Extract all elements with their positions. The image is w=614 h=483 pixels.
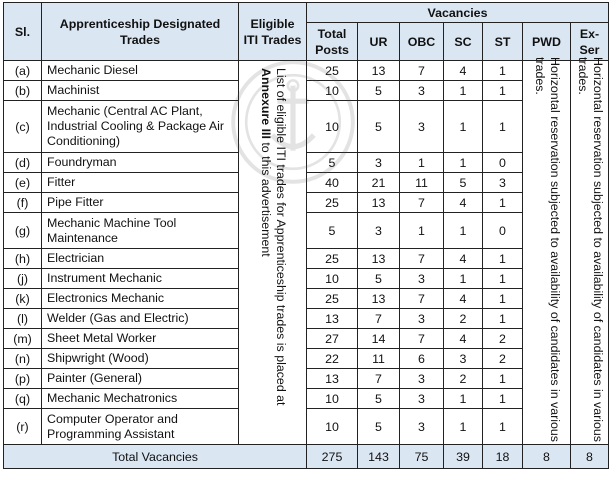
row-sc: 1	[444, 81, 483, 101]
row-sl: (q)	[4, 389, 42, 409]
row-trade: Machinist	[42, 81, 239, 101]
row-obc: 3	[400, 409, 444, 445]
row-trade: Instrument Mechanic	[42, 269, 239, 289]
row-st: 1	[483, 101, 523, 153]
row-ur: 14	[358, 329, 400, 349]
row-ur: 5	[358, 101, 400, 153]
row-ur: 11	[358, 349, 400, 369]
pwd-note-cell	[523, 56, 571, 445]
header-sc: SC	[444, 23, 483, 61]
row-st: 1	[483, 409, 523, 445]
row-st: 3	[483, 173, 523, 193]
row-obc: 3	[400, 81, 444, 101]
row-ur: 3	[358, 213, 400, 249]
row-obc: 3	[400, 101, 444, 153]
row-st: 1	[483, 269, 523, 289]
row-obc: 11	[400, 173, 444, 193]
row-obc: 6	[400, 349, 444, 369]
row-total: 13	[307, 369, 358, 389]
row-sc: 4	[444, 289, 483, 309]
row-trade: Welder (Gas and Electric)	[42, 309, 239, 329]
row-st: 1	[483, 193, 523, 213]
row-ur: 5	[358, 389, 400, 409]
row-ur: 13	[358, 193, 400, 213]
row-total: 10	[307, 269, 358, 289]
row-sl: (r)	[4, 409, 42, 445]
row-sc: 4	[444, 249, 483, 269]
row-st: 1	[483, 289, 523, 309]
row-trade: Sheet Metal Worker	[42, 329, 239, 349]
row-total: 13	[307, 309, 358, 329]
row-trade: Mechanic Machine Tool Maintenance	[42, 213, 239, 249]
row-sc: 1	[444, 409, 483, 445]
row-trade: Mechanic Mechatronics	[42, 389, 239, 409]
row-sl: (d)	[4, 153, 42, 173]
row-ur: 7	[358, 369, 400, 389]
header-trade: Apprenticeship Designated Trades	[42, 3, 239, 61]
table-row	[4, 61, 609, 81]
totals-total: 275	[307, 445, 358, 469]
row-ur: 7	[358, 309, 400, 329]
exser-note-cell	[571, 56, 609, 445]
row-total: 5	[307, 153, 358, 173]
row-obc: 7	[400, 329, 444, 349]
pwd-note: Horizontal reservation subjected to availability of candidates in various trades.	[532, 56, 562, 442]
row-trade: Painter (General)	[42, 369, 239, 389]
row-sl: (j)	[4, 269, 42, 289]
row-sc: 1	[444, 153, 483, 173]
header-total-posts: Total Posts	[307, 23, 358, 61]
row-obc: 7	[400, 193, 444, 213]
row-trade: Electrician	[42, 249, 239, 269]
row-trade: Electronics Mechanic	[42, 289, 239, 309]
row-total: 25	[307, 61, 358, 81]
row-st: 2	[483, 349, 523, 369]
row-obc: 1	[400, 213, 444, 249]
row-total: 10	[307, 81, 358, 101]
row-sl: (k)	[4, 289, 42, 309]
totals-pwd: 8	[523, 445, 571, 469]
totals-exser: 8	[571, 445, 609, 469]
row-sc: 1	[444, 101, 483, 153]
totals-label: Total Vacancies	[4, 445, 307, 469]
totals-sc: 39	[444, 445, 483, 469]
row-sl: (f)	[4, 193, 42, 213]
row-sl: (l)	[4, 309, 42, 329]
row-st: 1	[483, 389, 523, 409]
row-total: 27	[307, 329, 358, 349]
row-total: 10	[307, 409, 358, 445]
row-st: 1	[483, 81, 523, 101]
row-trade: Pipe Fitter	[42, 193, 239, 213]
row-st: 1	[483, 369, 523, 389]
row-trade: Shipwright (Wood)	[42, 349, 239, 369]
row-sc: 1	[444, 213, 483, 249]
row-trade: Mechanic Diesel	[42, 61, 239, 81]
row-trade: Computer Operator and Programming Assistant	[42, 409, 239, 445]
row-ur: 13	[358, 249, 400, 269]
row-sl: (p)	[4, 369, 42, 389]
vacancy-table	[3, 2, 609, 469]
row-sc: 2	[444, 369, 483, 389]
header-ur: UR	[358, 23, 400, 61]
header-exser: Ex-Ser	[571, 23, 609, 61]
row-obc: 1	[400, 153, 444, 173]
row-sl: (h)	[4, 249, 42, 269]
exser-note: Horizontal reservation subjected to availability of candidates in various trades.	[575, 56, 605, 442]
row-obc: 7	[400, 61, 444, 81]
row-total: 10	[307, 101, 358, 153]
row-trade: Foundryman	[42, 153, 239, 173]
row-obc: 3	[400, 309, 444, 329]
row-obc: 3	[400, 389, 444, 409]
row-sc: 4	[444, 61, 483, 81]
row-sc: 4	[444, 329, 483, 349]
header-iti: Eligible ITI Trades	[239, 3, 307, 61]
row-sc: 1	[444, 389, 483, 409]
row-sl: (n)	[4, 349, 42, 369]
row-ur: 5	[358, 409, 400, 445]
row-trade: Mechanic (Central AC Plant, Industrial Cooling & Package Air Conditioning)	[42, 101, 239, 153]
row-sc: 2	[444, 309, 483, 329]
row-sl: (c)	[4, 101, 42, 153]
row-ur: 13	[358, 289, 400, 309]
row-st: 1	[483, 309, 523, 329]
vacancy-table-container	[3, 2, 609, 469]
row-total: 40	[307, 173, 358, 193]
row-sl: (m)	[4, 329, 42, 349]
row-total: 22	[307, 349, 358, 369]
row-st: 1	[483, 249, 523, 269]
row-trade: Fitter	[42, 173, 239, 193]
row-sc: 3	[444, 349, 483, 369]
row-total: 5	[307, 213, 358, 249]
row-ur: 5	[358, 81, 400, 101]
row-sc: 1	[444, 269, 483, 289]
row-total: 25	[307, 193, 358, 213]
totals-row	[4, 445, 609, 469]
row-total: 25	[307, 289, 358, 309]
row-sl: (b)	[4, 81, 42, 101]
row-obc: 3	[400, 369, 444, 389]
iti-note: List of eligible ITI trades for Apprenticeship trades is placed at Annexure III to this advertisement	[258, 67, 288, 405]
row-obc: 7	[400, 289, 444, 309]
header-vacancies: Vacancies	[307, 3, 609, 23]
totals-st: 18	[483, 445, 523, 469]
row-sl: (a)	[4, 61, 42, 81]
row-st: 2	[483, 329, 523, 349]
iti-note-cell	[239, 61, 307, 445]
row-sc: 5	[444, 173, 483, 193]
row-st: 1	[483, 61, 523, 81]
row-ur: 13	[358, 61, 400, 81]
row-sl: (e)	[4, 173, 42, 193]
row-ur: 21	[358, 173, 400, 193]
row-total: 10	[307, 389, 358, 409]
header-st: ST	[483, 23, 523, 61]
row-st: 0	[483, 213, 523, 249]
header-obc: OBC	[400, 23, 444, 61]
row-sl: (g)	[4, 213, 42, 249]
row-obc: 7	[400, 249, 444, 269]
row-total: 25	[307, 249, 358, 269]
row-obc: 3	[400, 269, 444, 289]
header-sl: Sl.	[4, 3, 42, 61]
totals-obc: 75	[400, 445, 444, 469]
row-ur: 5	[358, 269, 400, 289]
row-ur: 3	[358, 153, 400, 173]
totals-ur: 143	[358, 445, 400, 469]
row-sc: 4	[444, 193, 483, 213]
row-st: 0	[483, 153, 523, 173]
header-pwd: PWD	[523, 23, 571, 61]
